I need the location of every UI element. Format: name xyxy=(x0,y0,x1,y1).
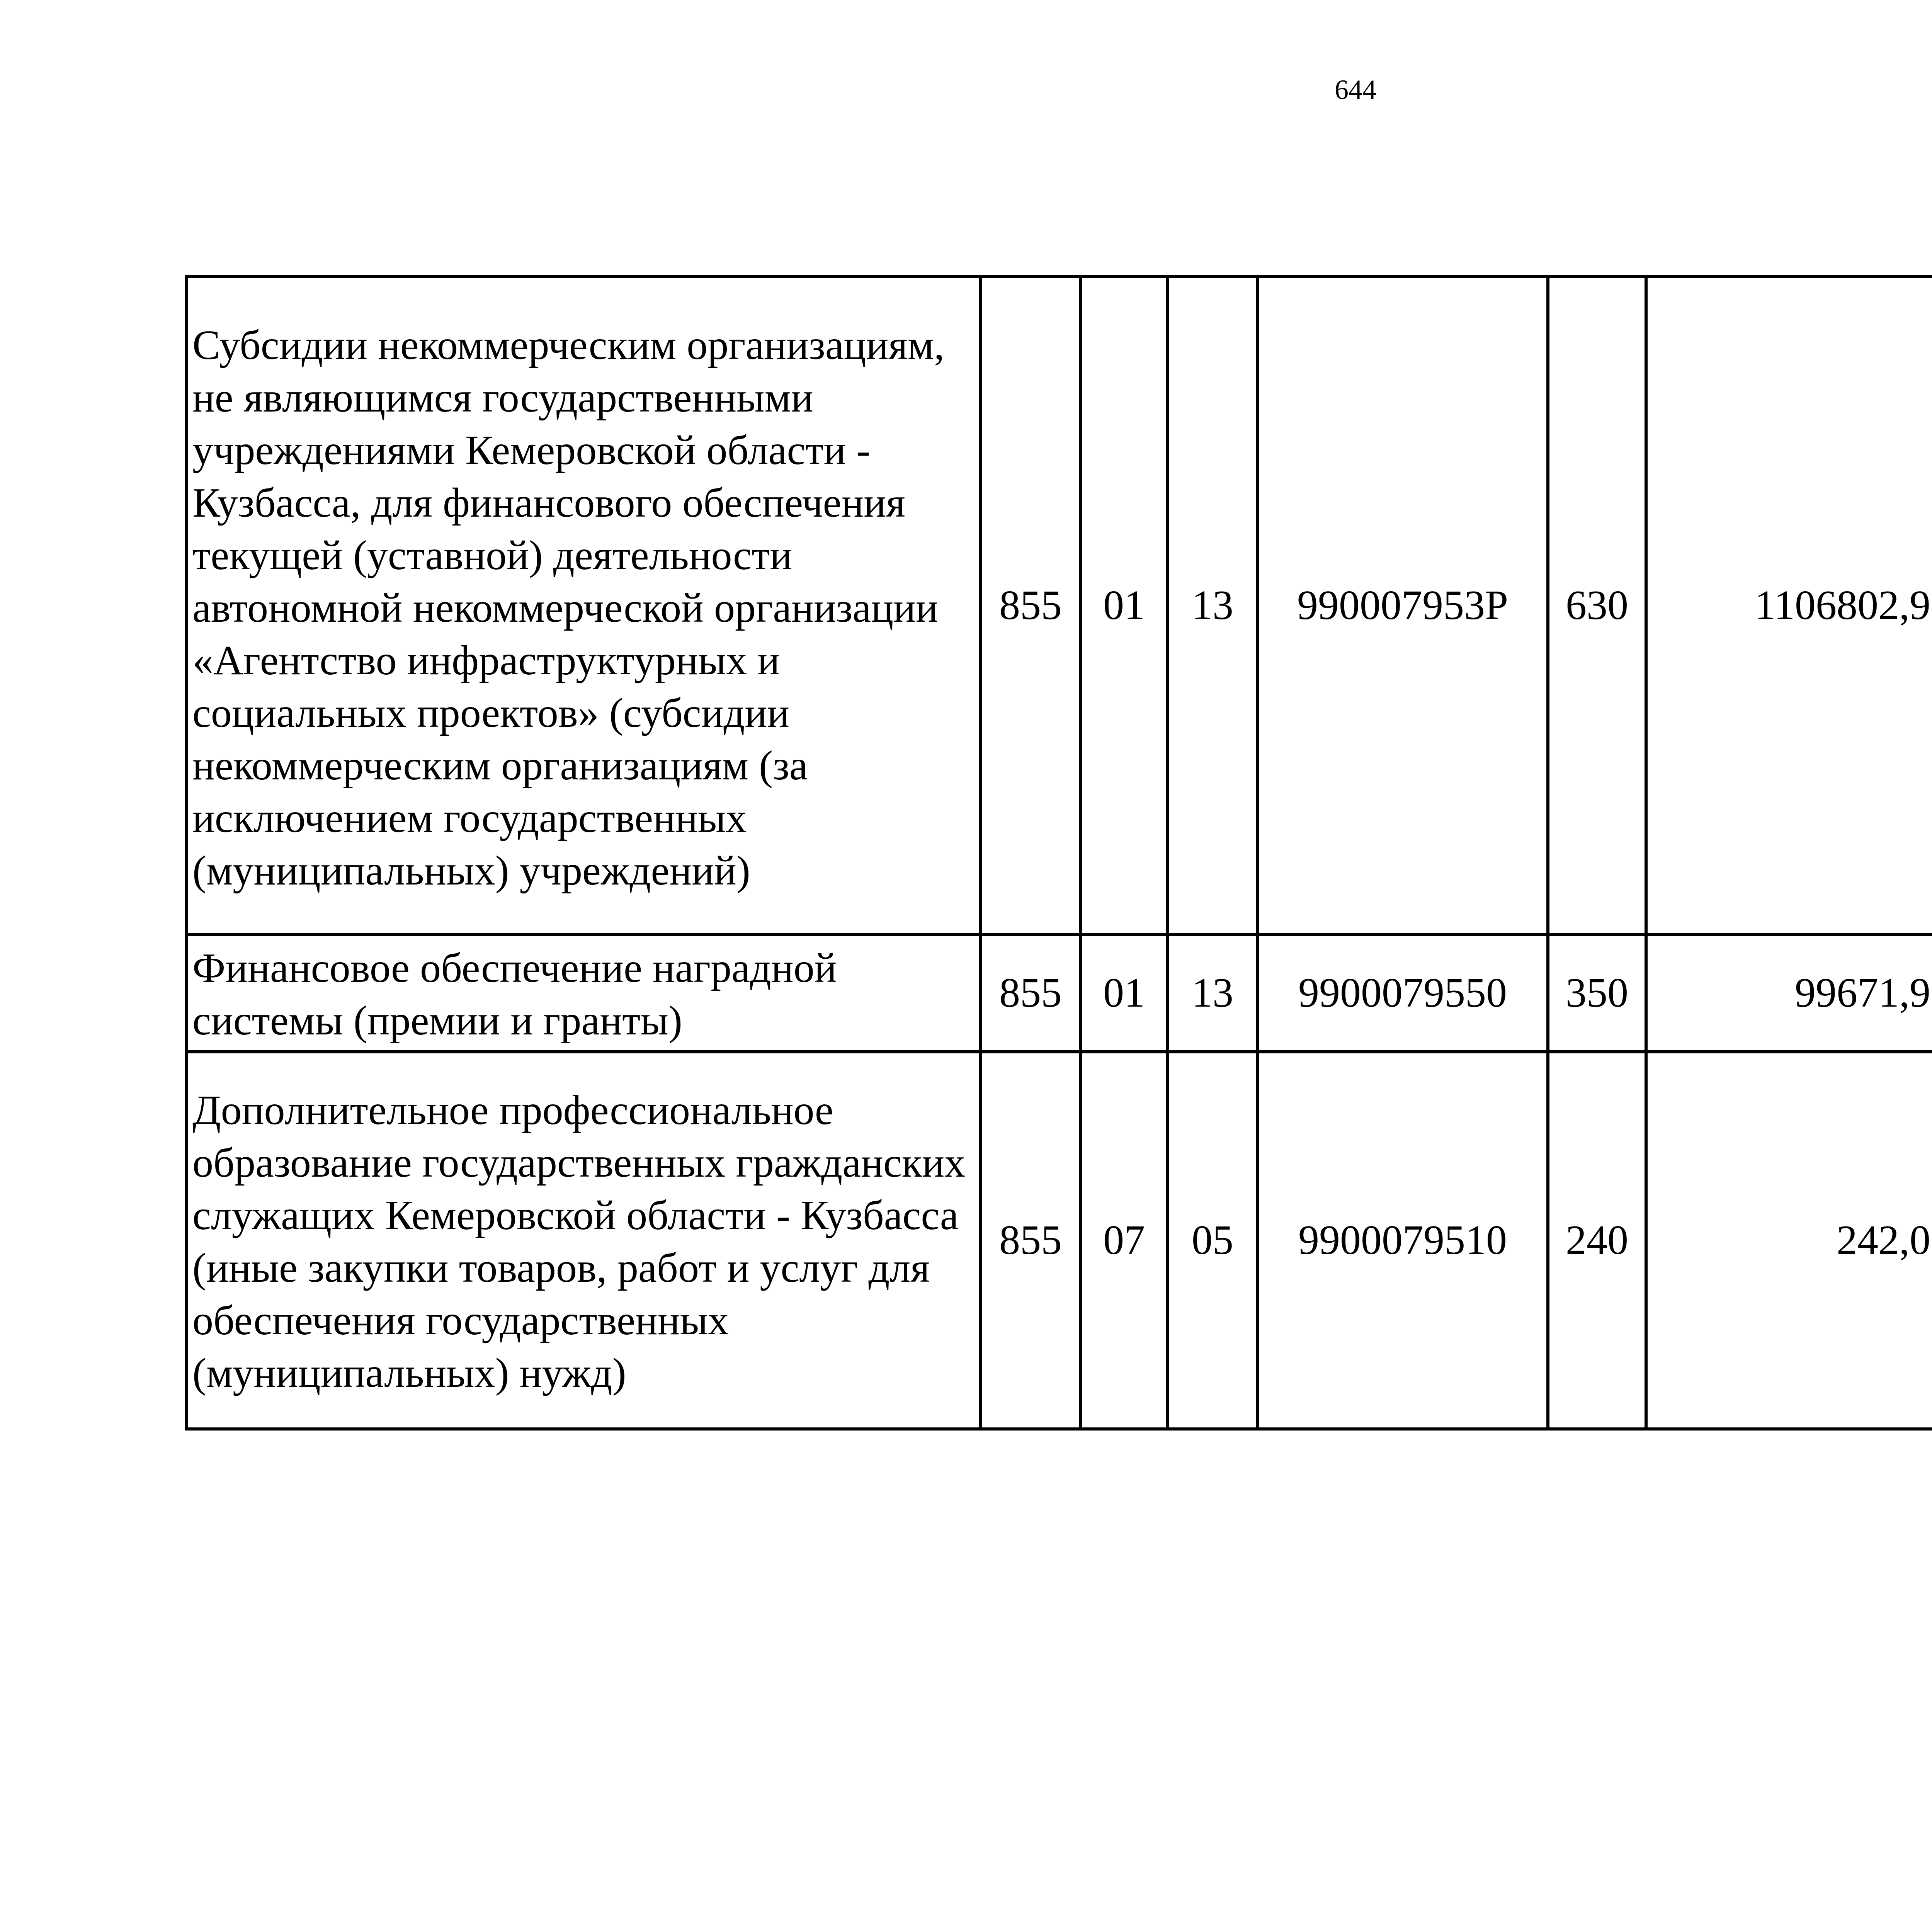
ministry-code-cell: 855 xyxy=(981,277,1080,934)
page-number: 644 xyxy=(1335,74,1376,105)
table-row xyxy=(186,277,1932,934)
ministry-code-cell: 855 xyxy=(981,1052,1080,1429)
section-code-cell: 07 xyxy=(1080,1052,1168,1429)
sum-year-1-cell: 99671,9 xyxy=(1646,934,1932,1052)
target-article-cell: 9900079550 xyxy=(1257,934,1548,1052)
expense-type-cell: 240 xyxy=(1548,1052,1646,1429)
target-article-cell: 990007953Р xyxy=(1257,277,1548,934)
expense-name-cell xyxy=(186,277,981,934)
expense-name: Финансовое обеспечение наградной системы (премии и гранты) xyxy=(192,945,837,1044)
sum-year-1-cell: 1106802,9 xyxy=(1646,277,1932,934)
expense-type-cell: 630 xyxy=(1548,277,1646,934)
expense-name-cell xyxy=(186,934,981,1052)
target-article-cell: 9900079510 xyxy=(1257,1052,1548,1429)
expense-name: Субсидии некоммерческим организациям, не являющимся государственными учреждениями Кемеровской области - Кузбасса, для финансового обеспечения текущей (уставной) деятельности автономной некоммерческой организации «Агентство инфраструктурных и социальных проектов» (субсидии некоммерческим организациям (за исключением государственных (муниципальных) учреждений) xyxy=(192,322,945,894)
ministry-code-cell: 855 xyxy=(981,934,1080,1052)
expense-type-cell: 350 xyxy=(1548,934,1646,1052)
subsection-code-cell: 05 xyxy=(1168,1052,1257,1429)
subsection-code-cell: 13 xyxy=(1168,277,1257,934)
expense-name: Дополнительное профессиональное образование государственных гражданских служащих Кемеровской области - Кузбасса (иные закупки товаров, работ и услуг для обеспечения государственных (муниципальных) нужд) xyxy=(192,1087,966,1396)
table-row xyxy=(186,1052,1932,1429)
section-code-cell: 01 xyxy=(1080,934,1168,1052)
subsection-code-cell: 13 xyxy=(1168,934,1257,1052)
expense-name-cell xyxy=(186,1052,981,1429)
section-code-cell: 01 xyxy=(1080,277,1168,934)
table-row xyxy=(186,934,1932,1052)
budget-table xyxy=(185,275,1932,1431)
sum-year-1-cell: 242,0 xyxy=(1646,1052,1932,1429)
